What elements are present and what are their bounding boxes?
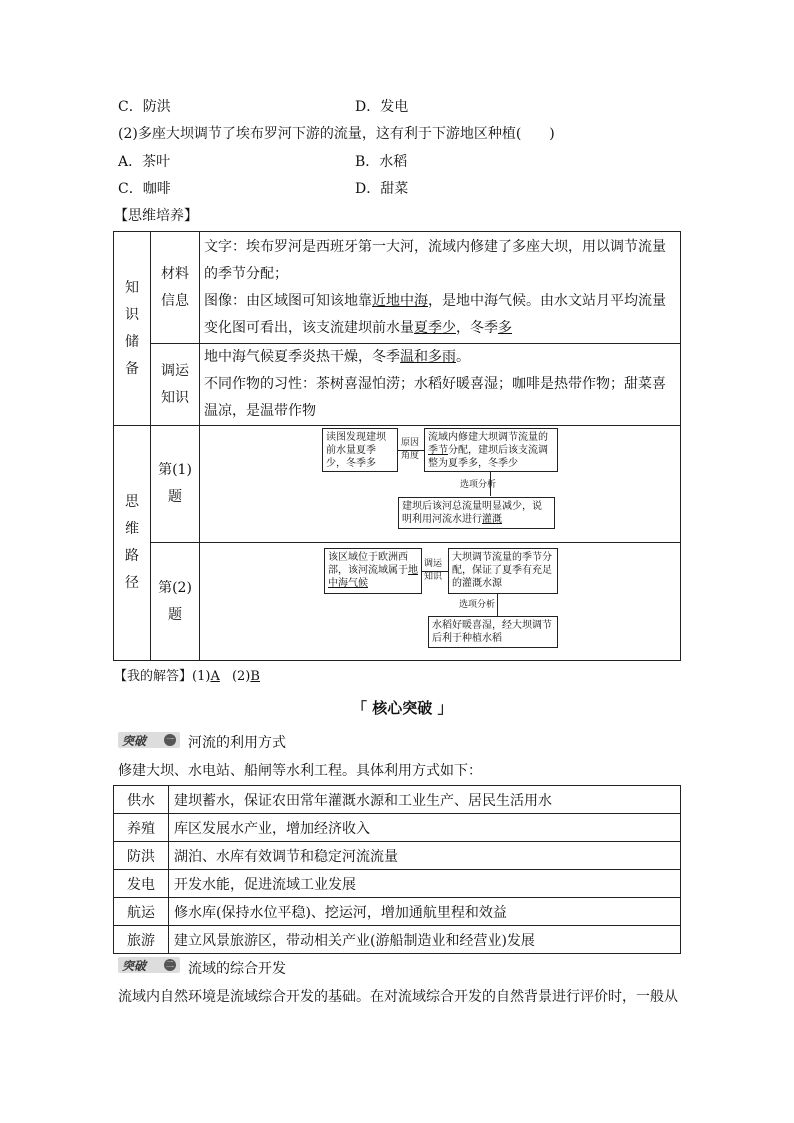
material-info-content: 文字：埃布罗河是西班牙第一大河，流域内修建了多座大坝，用以调节流量 的季节分配； 图像：由区域图可知该地靠近地中海，是地中海气候。由水文站月平均流量 变化图可看出，该支流建坝前水量夏季少，冬季多 bbox=[200, 232, 681, 344]
q1-option-analysis-label: 选项分析 bbox=[460, 480, 497, 490]
q1-connector-line bbox=[398, 450, 424, 451]
option-d-q2: D．甜菜 bbox=[355, 181, 409, 197]
option-a-q2: A．茶叶 bbox=[118, 154, 171, 170]
final-paragraph: 流域内自然环境是流域综合开发的基础。在对流域综合开发的自然背景进行评价时，一般从 bbox=[118, 989, 678, 1005]
section-heading-siwei: 【思维培养】 bbox=[114, 208, 198, 224]
q2-step-region: 该区域位于欧洲西部，该河流域属于地中海气候 bbox=[324, 548, 422, 594]
breakthrough-1-title: 河流的利用方式 bbox=[188, 735, 286, 751]
table-row: 供水 建坝蓄水，保证农田常年灌溉水源和工业生产、居民生活用水 bbox=[114, 786, 681, 814]
breakthrough-2-title: 流域的综合开发 bbox=[188, 961, 286, 977]
q2-option-analysis-label: 选项分析 bbox=[459, 600, 496, 610]
option-c-q2: C．咖啡 bbox=[118, 181, 171, 197]
row-label-q2: 第(2) 题 bbox=[151, 543, 200, 661]
knowledge-content: 地中海气候夏季炎热干燥，冬季温和多雨。 不同作物的习性：茶树喜湿怕涝；水稻好暖喜湿；咖啡是热带作物；甜菜喜 温凉，是温带作物 bbox=[200, 344, 681, 426]
option-d-q1: D．发电 bbox=[355, 99, 409, 115]
row-label-q1: 第(1) 题 bbox=[151, 426, 200, 543]
river-uses-table bbox=[113, 785, 681, 954]
row-label-knowledge: 调运 知识 bbox=[151, 344, 200, 426]
breakthrough-2-badge: 突破 二 bbox=[118, 957, 180, 973]
q2-connector-label-2: 知识 bbox=[424, 572, 443, 582]
option-b-q2: B．水稻 bbox=[355, 154, 408, 170]
q1-connector-label-1: 原因 bbox=[401, 438, 420, 448]
q2-step-conclusion: 水稻好暖喜湿，经大坝调节后利于种植水稻 bbox=[428, 616, 558, 648]
q2-connector-label-1: 调运 bbox=[424, 559, 443, 569]
q2-connector-line bbox=[422, 571, 448, 572]
q1-step-observe: 读图发现建坝前水量夏季少，冬季多 bbox=[322, 428, 398, 472]
option-c-q1: C．防洪 bbox=[118, 99, 171, 115]
table-row: 航运 修水库(保持水位平稳)、挖运河，增加通航里程和效益 bbox=[114, 898, 681, 926]
breakthrough-1-badge: 突破 一 bbox=[118, 732, 180, 748]
table-row: 发电 开发水能，促进流域工业发展 bbox=[114, 870, 681, 898]
table-row: 养殖 库区发展水产业，增加经济收入 bbox=[114, 814, 681, 842]
core-title: 「 核心突破 」 bbox=[352, 699, 453, 717]
group-label-path: 思 维 路 径 bbox=[114, 426, 151, 661]
q1-step-reason: 流域内修建大坝调节流量的季节分配，建坝后该支流调整为夏季多，冬季少 bbox=[424, 428, 558, 472]
table-row: 防洪 湖泊、水库有效调节和稳定河流流量 bbox=[114, 842, 681, 870]
uses-intro: 修建大坝、水电站、船闸等水利工程。具体利用方式如下： bbox=[118, 763, 482, 779]
table-row: 旅游 建立风景旅游区，带动相关产业(游船制造业和经营业)发展 bbox=[114, 926, 681, 954]
group-label-knowledge: 知 识 储 备 bbox=[114, 232, 151, 426]
q1-step-conclusion: 建坝后该河总流量明显减少，说明利用河流水进行灌溉 bbox=[398, 497, 555, 529]
question-2: (2)多座大坝调节了埃布罗河下游的流量，这有利于下游地区种植( ) bbox=[118, 126, 555, 142]
my-answer: 【我的解答】(1)A (2)B bbox=[114, 669, 260, 684]
q2-step-knowledge: 大坝调节流量的季节分配，保证了夏季有充足的灌溉水源 bbox=[448, 548, 558, 594]
row-label-material: 材料 信息 bbox=[151, 232, 200, 344]
q2-down-line bbox=[497, 594, 498, 616]
q1-connector-label-2: 角度 bbox=[401, 451, 420, 461]
